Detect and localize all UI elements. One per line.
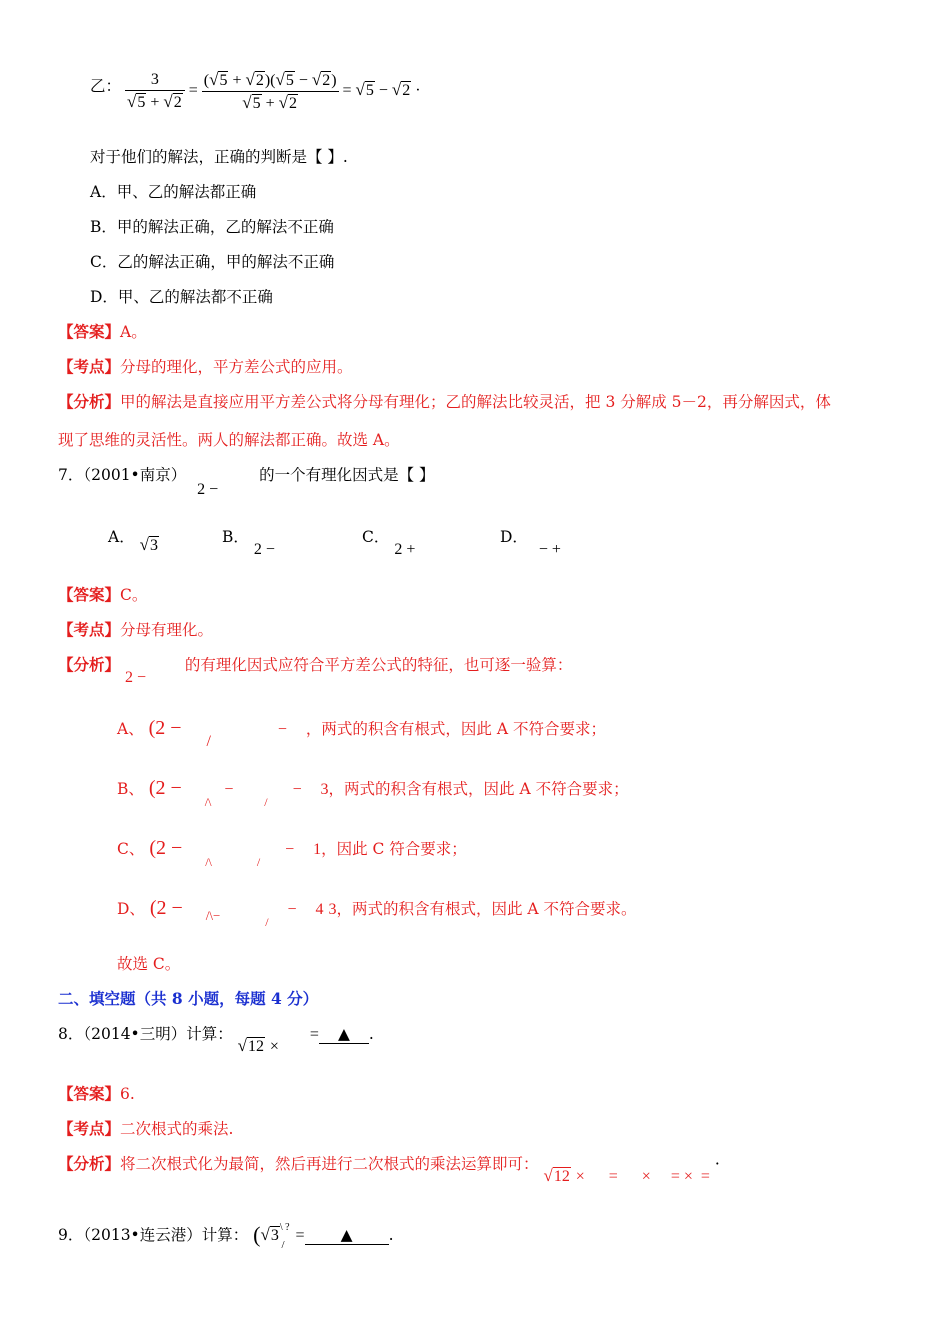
q7-analysis-expr: 2 −	[124, 669, 146, 686]
q8-answer-blank[interactable]: ▲	[319, 1025, 369, 1044]
q7-option-d	[500, 525, 561, 558]
section-2-title: 二、填空题（共 8 小题，每题 4 分）	[58, 989, 319, 1008]
q7-question-tail: 的一个有理化因式是【 】	[259, 466, 435, 484]
q7-point-text: 分母有理化。	[120, 621, 214, 639]
q6-yi-frac2-denominator: √5 + √2	[202, 91, 339, 113]
q7-option-c	[362, 525, 416, 558]
q6-option-d: D．甲、乙的解法都不正确	[90, 288, 273, 306]
q8-answer-value: 6.	[120, 1085, 135, 1103]
q8-analysis: 【分析】将二次根式化为最简，然后再进行二次根式的乘法运算即可： √12 × = × = × = ·	[58, 1154, 720, 1185]
q7-option-d-label: D．	[500, 528, 528, 546]
q8-number: 8．（2014•三明）计算：	[58, 1025, 233, 1043]
q7-question	[58, 463, 435, 498]
q6-yi-frac1-denominator: √5 + √2	[125, 90, 185, 112]
q7-check-d: D、 (2 − $_{/\backslash-}$ $_/$ − 4 3，两式的积含有根式，因此 A 不符合要求。	[117, 897, 637, 929]
q7-option-a-value: 3	[149, 537, 158, 554]
q7-check-c: C、 (2 − $_{/\backslash}$ $_/$ − 1，因此 C 符合要求；	[117, 837, 467, 869]
q8-answer-tag: 【答案】	[58, 1084, 121, 1103]
q6-yi-result: √5	[355, 80, 374, 100]
q8-point-text: 二次根式的乘法.	[120, 1120, 234, 1138]
q9-number: 9．（2013•连云港）计算：	[58, 1226, 249, 1244]
q7-point-tag: 【考点】	[58, 620, 121, 639]
q7-answer-tag: 【答案】	[58, 585, 121, 604]
q8-analysis-rad: 12	[553, 1168, 570, 1185]
q6-point-text: 分母的理化，平方差公式的应用。	[120, 358, 353, 376]
q6-analysis-line1: 甲的解法是直接应用平方差公式将分母有理化；乙的解法比较灵活，把 3 分解成 5－2，再分解因式，体	[120, 393, 831, 411]
q7-conclusion: 故选 C。	[117, 955, 181, 973]
q7-option-d-value: − +	[538, 541, 561, 558]
q6-yi-label: 乙：	[90, 77, 122, 96]
q7-analysis	[58, 653, 573, 686]
q8-question: 8．（2014•三明）计算： √12 × = ▲ .	[58, 1025, 374, 1055]
q6-yi-dot: ·	[415, 82, 421, 100]
q8-analysis-tail: × = × = × =	[575, 1168, 710, 1185]
q7-check-a: A、 (2 − / − ，两式的积含有根式，因此 A 不符合要求；	[117, 717, 606, 750]
q6-point-tag: 【考点】	[58, 357, 121, 376]
q7-check-b: B、 (2 − $_{/\backslash}$ − $_/$ − 3，两式的积含有根式，因此 A 不符合要求；	[117, 777, 629, 809]
q6-yi-fraction-1	[125, 71, 185, 112]
q7-option-b-label: B．	[222, 528, 249, 546]
q8-point-tag: 【考点】	[58, 1119, 121, 1138]
q7-option-c-value: 2 +	[394, 541, 416, 558]
q9-rad: 3	[270, 1227, 279, 1244]
q8-analysis-tag: 【分析】	[58, 1154, 121, 1173]
q7-answer	[58, 583, 147, 605]
q6-answer	[58, 320, 147, 342]
q6-yi-formula: 乙： $\frac{3}{√5 + √2}$ = $\frac{(√5 + √2)(√5 - √2)}{√5 + √2}$ = √5 − √2 ·	[90, 70, 421, 112]
q7-point	[58, 618, 213, 640]
q7-analysis-text: 的有理化因式应符合平方差公式的特征，也可逐一验算：	[184, 656, 573, 674]
q7-option-b-value: 2 −	[253, 541, 275, 558]
q7-option-b	[222, 525, 275, 558]
q7-number: 7．（2001•南京）	[58, 466, 187, 484]
q8-analysis-text: 将二次根式化为最简，然后再进行二次根式的乘法运算即可：	[120, 1155, 539, 1173]
q6-answer-tag: 【答案】	[58, 322, 121, 341]
q6-yi-frac1-numerator: 3	[150, 71, 159, 88]
q6-yi-frac2-numerator: (√5 + √2)(√5 − √2)	[203, 70, 337, 89]
q6-yi-fraction-2	[202, 70, 339, 113]
q6-option-b: B．甲的解法正确，乙的解法不正确	[90, 218, 334, 236]
q8-point	[58, 1117, 233, 1139]
q9-question: 9．（2013•连云港）计算： ($√3^{\backslash ?}_/$ = ▲ .	[58, 1222, 394, 1251]
q7-option-a-label: A．	[108, 528, 135, 546]
q8-answer	[58, 1082, 135, 1104]
q6-analysis-tag: 【分析】	[58, 392, 121, 411]
q7-option-a: A． √3	[108, 528, 158, 554]
q6-question: 对于他们的解法，正确的判断是【 】.	[90, 148, 348, 166]
q6-analysis-line2: 现了思维的灵活性。两人的解法都正确。故选 A。	[58, 431, 400, 449]
q7-analysis-tag: 【分析】	[58, 655, 121, 674]
q8-rad: 12	[247, 1038, 264, 1055]
q6-yi-eq-2: =	[342, 82, 352, 100]
q6-option-c: C．乙的解法正确，甲的解法不正确	[90, 253, 335, 271]
q6-yi-eq-1: =	[188, 82, 198, 100]
q7-answer-value: C。	[120, 586, 148, 604]
q6-analysis	[58, 390, 831, 412]
q6-option-a: A．甲、乙的解法都正确	[90, 183, 257, 201]
q7-option-c-label: C．	[362, 528, 390, 546]
q6-answer-value: A。	[120, 323, 147, 341]
q6-point	[58, 355, 353, 377]
q7-expr: 2 −	[197, 481, 219, 498]
q9-answer-blank[interactable]: ▲	[305, 1226, 389, 1245]
q8-analysis-dot: ·	[714, 1155, 720, 1173]
